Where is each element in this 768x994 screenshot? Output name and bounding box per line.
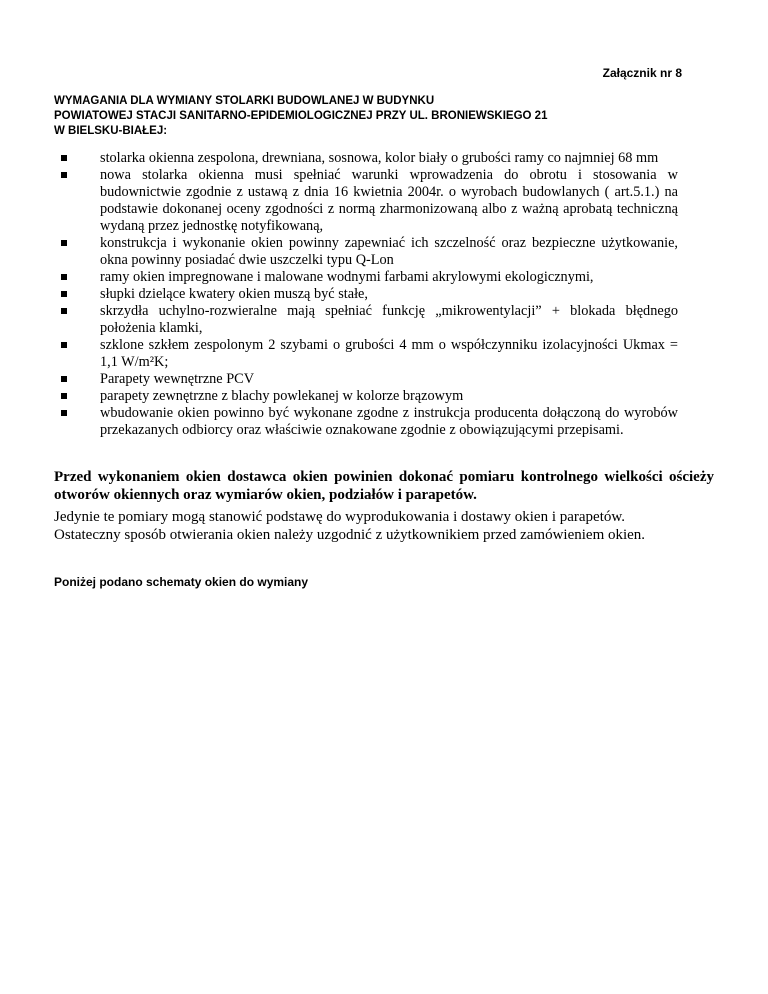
list-item	[54, 150, 678, 167]
list-item-text: nowa stolarka okienna musi spełniać warunki wprowadzenia do obrotu i stosowania w budownictwie zgodnie z ustawą z dnia 16 kwietnia 2004r. o wyrobach budowlanych ( art.5.1.) na podstawie dokonanej oceny zgodności z normą zharmonizowaną albo z ważną aprobatą techniczną wydaną przez jednostkę notyfikowaną,	[100, 167, 678, 234]
heading-line: W BIELSKU-BIAŁEJ:	[54, 125, 168, 137]
list-item-text: konstrukcja i wykonanie okien powinny zapewniać ich szczelność oraz bezpieczne użytkowanie, okna powinny posiadać dwie uszczelki typu Q-Lon	[100, 235, 678, 268]
list-item-text: stolarka okienna zespolona, drewniana, sosnowa, kolor biały o grubości ramy co najmniej 68 mm	[100, 150, 659, 166]
requirements-list	[54, 150, 678, 439]
schema-note: Poniżej podano schematy okien do wymiany	[54, 575, 309, 589]
list-item-text: szklone szkłem zespolonym 2 szybami o grubości 4 mm o współczynniku izolacyjności Ukmax = 1,1 W/m²K;	[100, 337, 678, 370]
list-item	[54, 303, 678, 337]
list-item	[54, 371, 678, 388]
heading-line: WYMAGANIA DLA WYMIANY STOLARKI BUDOWLANEJ W BUDYNKU	[54, 95, 435, 107]
list-item	[54, 388, 678, 405]
list-item	[54, 405, 678, 439]
measurement-requirement-paragraph: Przed wykonaniem okien dostawca okien powinien dokonać pomiaru kontrolnego wielkości ościeży otworów okiennych oraz wymiarów okien, podziałów i parapetów.	[54, 469, 714, 503]
measurement-note-paragraph	[54, 508, 714, 544]
list-item-text: ramy okien impregnowane i malowane wodnymi farbami akrylowymi ekologicznymi,	[100, 269, 594, 285]
list-item	[54, 167, 678, 235]
list-item	[54, 286, 678, 303]
list-item-text: Parapety wewnętrzne PCV	[100, 371, 255, 387]
document-heading	[54, 94, 694, 139]
list-item-text: skrzydła uchylno-rozwieralne mają spełniać funkcję „mikrowentylacji” + blokada błędnego położenia klamki,	[100, 303, 678, 336]
paragraph-line: Jedynie te pomiary mogą stanowić podstawę do wyprodukowania i dostawy okien i parapetów.	[54, 509, 625, 525]
list-item-text: słupki dzielące kwatery okien muszą być stałe,	[100, 286, 368, 302]
heading-line: POWIATOWEJ STACJI SANITARNO-EPIDEMIOLOGICZNEJ PRZY UL. BRONIEWSKIEGO 21	[54, 110, 548, 122]
paragraph-line: Ostateczny sposób otwierania okien należy uzgodnić z użytkownikiem przed zamówieniem okien.	[54, 527, 646, 543]
list-item	[54, 269, 678, 286]
list-item-text: parapety zewnętrzne z blachy powlekanej w kolorze brązowym	[100, 388, 464, 404]
annex-label: Załącznik nr 8	[602, 66, 682, 80]
list-item	[54, 337, 678, 371]
list-item	[54, 235, 678, 269]
list-item-text: wbudowanie okien powinno być wykonane zgodne z instrukcja producenta dołączoną do wyrobów przekazanych odbiorcy oraz właściwie oznakowane zgodnie z obowiązującymi przepisami.	[100, 405, 678, 438]
